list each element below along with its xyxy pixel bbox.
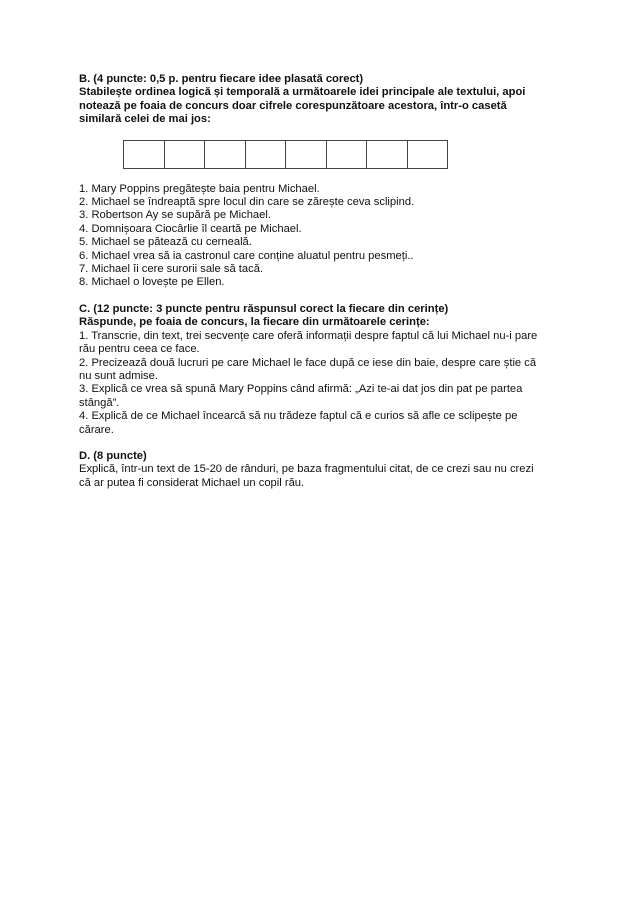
list-item: 4. Domnișoara Ciocârlie îl ceartă pe Michael. — [79, 222, 302, 235]
answer-box-cell — [246, 141, 287, 168]
answer-box — [123, 140, 448, 169]
section-d-line: că ar putea fi considerat Michael un copil rău. — [79, 476, 305, 489]
answer-box-cell — [165, 141, 206, 168]
section-b-heading: B. (4 puncte: 0,5 p. pentru fiecare idee plasată corect) — [79, 73, 364, 85]
list-item: 7. Michael îi cere surorii sale să tacă. — [79, 263, 264, 276]
list-item: 6. Michael vrea să ia castronul care conține aluatul pentru pesmeți.. — [79, 249, 414, 262]
section-c-instruction: Răspunde, pe foaia de concurs, la fiecare din următoarele cerințe: — [79, 316, 430, 329]
list-item: 1. Mary Poppins pregătește baia pentru Michael. — [79, 182, 320, 195]
section-b-instruction-line-3: similară celei de mai jos: — [79, 113, 211, 126]
section-c-line: rău pentru ceea ce face. — [79, 343, 200, 356]
list-item: 3. Robertson Ay se supără pe Michael. — [79, 209, 271, 222]
answer-box-cell — [286, 141, 327, 168]
section-c — [79, 303, 569, 437]
section-c-line: nu sunt admise. — [79, 369, 158, 382]
section-b-instruction-line-2: notează pe foaia de concurs doar cifrele corespunzătoare acestora, într-o casetă — [79, 99, 507, 112]
section-c-heading: C. (12 puncte: 3 puncte pentru răspunsul corect la fiecare din cerințe) — [79, 302, 449, 315]
answer-box-cell — [205, 141, 246, 168]
section-c-line: 3. Explică ce vrea să spună Mary Poppins când afirmă: „Azi te-ai dat jos din pat pe partea — [79, 383, 523, 396]
section-b-instruction-line-1: Stabilește ordinea logică și temporală a următoarele idei principale ale textului, apoi — [79, 86, 526, 99]
list-item: 2. Michael se îndreaptă spre locul din care se zărește ceva sclipind. — [79, 196, 415, 209]
section-b-items — [79, 183, 569, 290]
section-d — [79, 450, 569, 490]
list-item: 8. Michael o lovește pe Ellen. — [79, 276, 225, 289]
list-item: 5. Michael se pătează cu cerneală. — [79, 236, 252, 249]
answer-box-cell — [408, 141, 449, 168]
section-d-heading: D. (8 puncte) — [79, 449, 147, 462]
section-c-line: 2. Precizează două lucruri pe care Michael le face după ce iese din baie, despre care știe că — [79, 356, 537, 369]
document-page — [79, 73, 569, 490]
section-c-line: 4. Explică de ce Michael încearcă să nu trădeze faptul că e curios să afle ce sclipește pe — [79, 410, 518, 423]
section-b — [79, 73, 569, 290]
section-c-line: cărare. — [79, 423, 114, 436]
spacer — [79, 290, 569, 303]
spacer — [79, 437, 569, 450]
section-c-line: stângă”. — [79, 396, 120, 409]
section-c-line: 1. Transcrie, din text, trei secvențe care oferă informații despre faptul că lui Michael nu-i pare — [79, 329, 538, 342]
answer-box-cell — [367, 141, 408, 168]
section-d-line: Explică, într-un text de 15-20 de rânduri, pe baza fragmentului citat, de ce crezi sau nu crezi — [79, 463, 534, 476]
answer-box-cell — [124, 141, 165, 168]
answer-box-cell — [327, 141, 368, 168]
